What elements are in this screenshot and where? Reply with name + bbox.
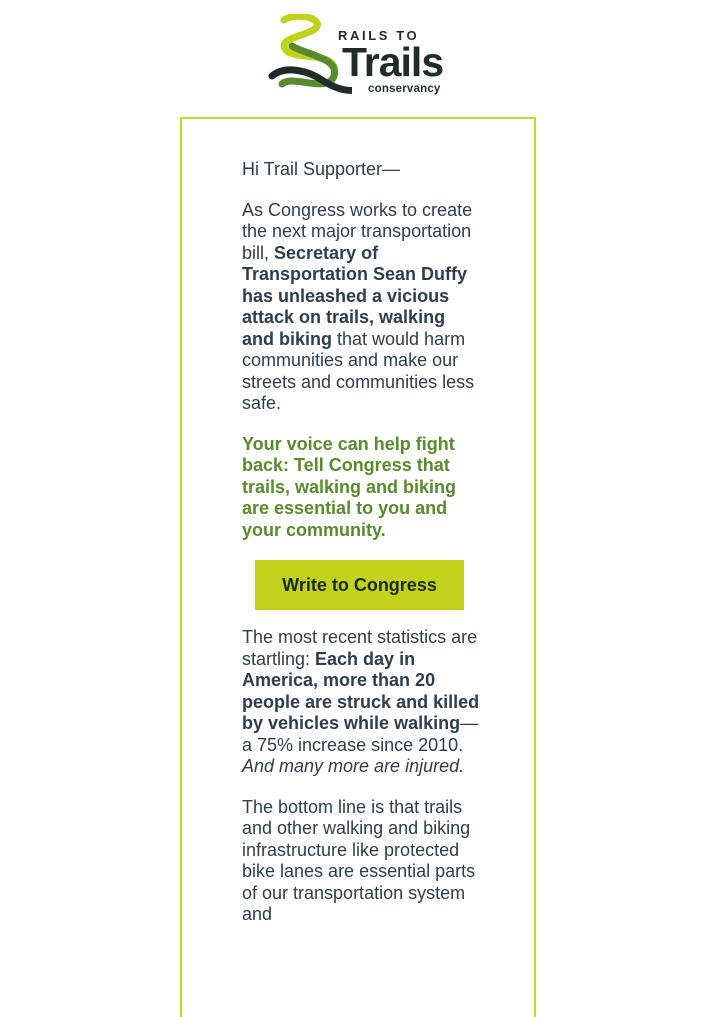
logo-rails-to: RAILS TO [338, 28, 420, 43]
intro-text: As Congress works to create the next major transportation bill, [242, 199, 473, 263]
callout-text: Your voice can help fight back: Tell Congress that trails, walking and biking are essential to you and your community. [242, 433, 457, 540]
email-body [242, 159, 482, 945]
rails-to-trails-logo[interactable] [262, 14, 462, 100]
stats-italic-text: And many more are injured. [242, 756, 465, 776]
stats-text: The most recent statistics are startling: [242, 627, 478, 669]
logo-trails: Trails [342, 39, 444, 85]
stats-bold-text: Each day in America, more than 20 people are struck and killed by vehicles while walking [242, 648, 480, 733]
intro-bold-text: Secretary of Transportation Sean Duffy has unleashed a vicious attack on trails, walking and biking [242, 242, 468, 349]
write-to-congress-button[interactable]: Write to Congress [255, 560, 464, 610]
logo-conservancy: conservancy [368, 83, 441, 95]
paragraph-bottom-line: The bottom line is that trails and other walking and biking infrastructure like protected bike lanes are essential parts of our transportation system and [242, 796, 476, 924]
greeting: Hi Trail Supporter— [242, 159, 401, 179]
paragraph-statistics [242, 627, 482, 778]
trail-path-icon [262, 14, 352, 100]
paragraph-intro [242, 200, 482, 415]
intro-end-text: that would harm communities and make our streets and communities less safe. [242, 328, 475, 413]
stats-mid-text: —a 75% increase since 2010. [242, 713, 479, 755]
